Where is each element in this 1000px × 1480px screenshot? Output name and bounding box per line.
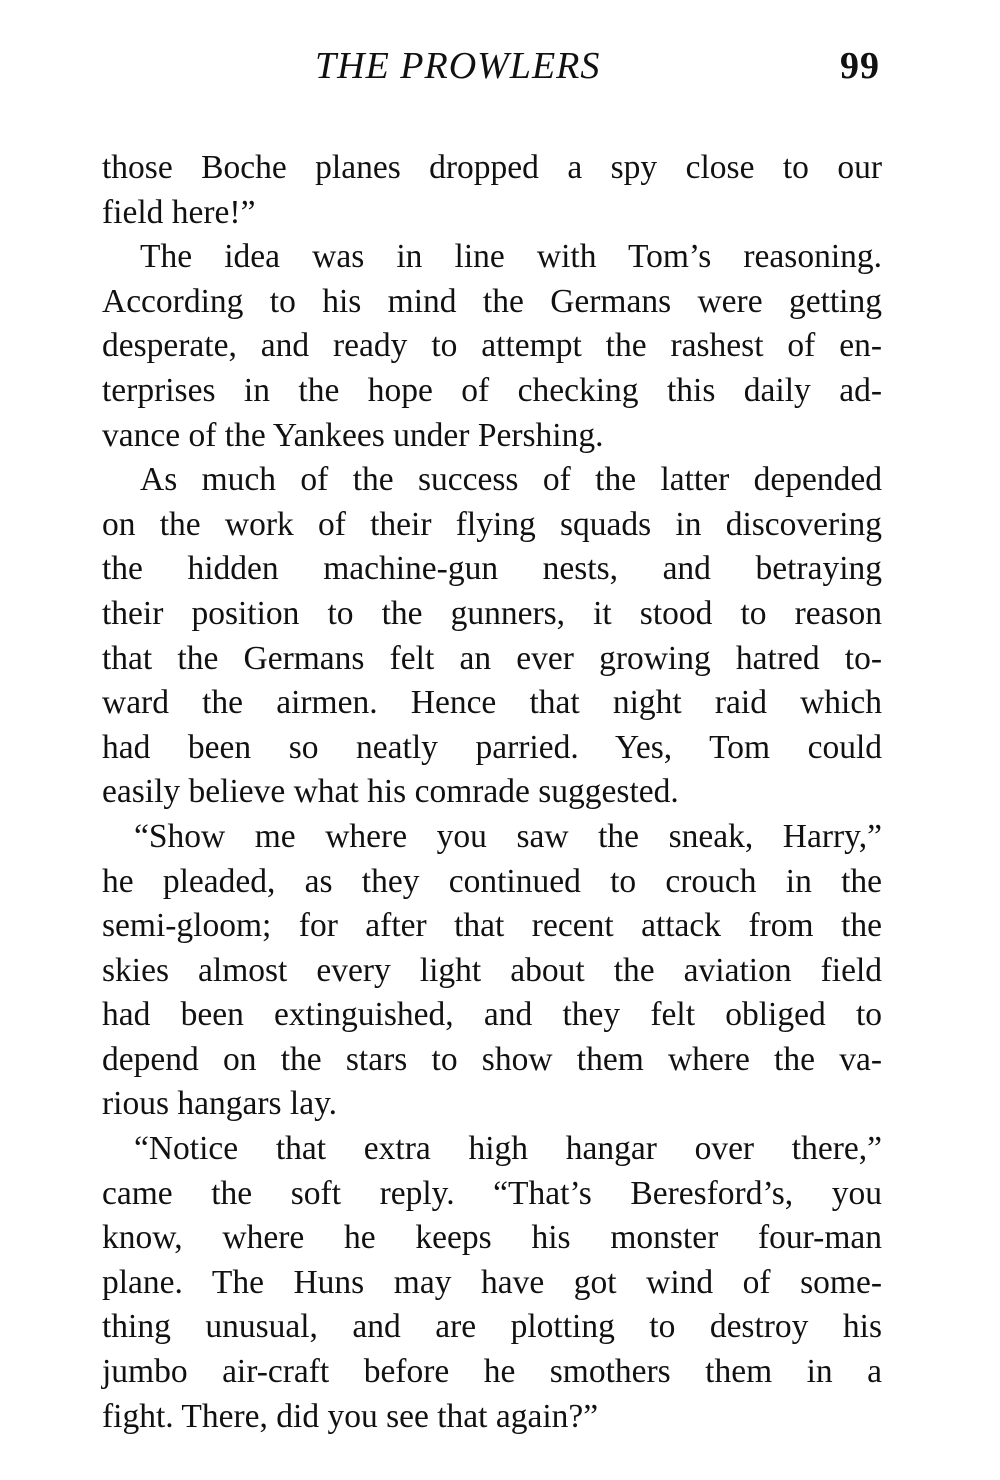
text-line: rious hangars lay. [102,1085,338,1123]
text-line: “Show me where you saw the sneak, Harry,” [134,817,882,855]
text-line: the hidden machine-gun nests, and betraying [102,550,882,588]
text-line: field here!” [102,193,256,231]
text-line: thing unusual, and are plotting to destroy his [102,1308,882,1346]
text-line: their position to the gunners, it stood to reason [102,594,882,632]
text-line: terprises in the hope of checking this daily ad- [102,371,882,409]
text-line: know, where he keeps his monster four-man [102,1219,882,1257]
text-line: According to his mind the Germans were getting [102,282,882,320]
body-text [102,146,882,1439]
running-title: THE PROWLERS [315,45,601,87]
text-line: easily believe what his comrade suggested. [102,773,679,811]
text-line: fight. There, did you see that again?” [102,1397,599,1435]
text-line: As much of the success of the latter depended [140,461,882,499]
text-line: had been extinguished, and they felt obliged to [102,996,882,1034]
text-line: jumbo air-craft before he smothers them in a [102,1353,882,1391]
text-line: came the soft reply. “That’s Beresford’s, you [102,1174,882,1212]
text-line: skies almost every light about the aviation field [102,951,882,989]
text-line: those Boche planes dropped a spy close to our [102,149,882,186]
text-line: had been so neatly parried. Yes, Tom could [102,728,882,766]
text-line: The idea was in line with Tom’s reasoning. [140,238,882,276]
text-line: semi-gloom; for after that recent attack from the [102,907,882,945]
running-head [100,44,880,94]
text-line: vance of the Yankees under Pershing. [102,416,604,454]
text-line: on the work of their flying squads in discovering [102,505,882,543]
text-line: he pleaded, as they continued to crouch in the [102,862,882,900]
text-line: ward the airmen. Hence that night raid which [102,684,882,722]
text-line: that the Germans felt an ever growing hatred to- [102,639,882,677]
page-number: 99 [840,45,880,87]
text-line: plane. The Huns may have got wind of some- [102,1263,882,1301]
text-line: “Notice that extra high hangar over there,” [134,1130,882,1168]
text-line: depend on the stars to show them where the va- [102,1040,882,1078]
text-line: desperate, and ready to attempt the rashest of en- [102,327,882,365]
